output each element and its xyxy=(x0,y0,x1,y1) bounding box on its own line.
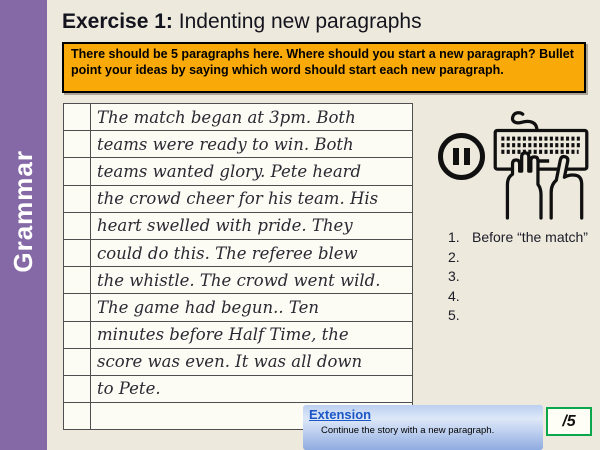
row-margin-cell xyxy=(64,267,91,294)
answer-number: 3. xyxy=(448,268,460,284)
title-text: Indenting new paragraphs xyxy=(172,10,422,33)
answer-item xyxy=(448,287,593,307)
table-row xyxy=(64,348,413,375)
table-row xyxy=(64,239,413,266)
answer-number: 2. xyxy=(448,248,460,265)
instruction-text: There should be 5 paragraphs here. Where should you start a new paragraph? Bullet point your ideas by saying which word should start each new paragraph. xyxy=(71,47,574,77)
row-text-cell: teams were ready to win. Both xyxy=(91,131,413,158)
answer-list xyxy=(448,228,593,326)
table-row xyxy=(64,131,413,158)
row-text-cell: the crowd cheer for his team. His xyxy=(91,185,413,212)
answer-item xyxy=(448,228,593,248)
title-exercise-number: Exercise 1: xyxy=(62,10,173,33)
answer-item xyxy=(448,306,593,326)
row-text-cell: The match began at 3pm. Both xyxy=(91,104,413,131)
answer-number: 1. xyxy=(448,229,460,245)
table-row xyxy=(64,104,413,131)
answer-number: 4. xyxy=(448,287,460,304)
sidebar-grammar-label: Grammar xyxy=(8,149,38,273)
answer-text xyxy=(472,306,593,326)
row-margin-cell xyxy=(64,158,91,185)
row-text-cell: The game had begun.. Ten xyxy=(91,294,413,321)
row-margin-cell xyxy=(64,348,91,375)
score-box xyxy=(546,407,592,436)
table-row xyxy=(64,212,413,239)
row-margin-cell xyxy=(64,403,91,430)
table-row xyxy=(64,321,413,348)
answer-text xyxy=(472,267,593,287)
page-title xyxy=(62,10,422,34)
extension-text: Continue the story with a new paragraph. xyxy=(321,425,495,436)
table-row xyxy=(64,185,413,212)
row-text-cell: could do this. The referee blew xyxy=(91,239,413,266)
row-text-cell: teams wanted glory. Pete heard xyxy=(91,158,413,185)
answer-item xyxy=(448,267,593,287)
row-margin-cell xyxy=(64,375,91,402)
answer-text: Before “the match” xyxy=(472,229,588,245)
pause-icon xyxy=(438,133,485,180)
row-text-cell: score was even. It was all down xyxy=(91,348,413,375)
typing-keyboard-icon xyxy=(490,103,592,225)
score-label: /5 xyxy=(562,412,576,430)
row-margin-cell xyxy=(64,104,91,131)
row-margin-cell xyxy=(64,294,91,321)
row-text-cell: minutes before Half Time, the xyxy=(91,321,413,348)
table-row xyxy=(64,294,413,321)
answer-item xyxy=(448,248,593,268)
extension-box xyxy=(303,405,543,450)
sidebar xyxy=(0,0,47,450)
instruction-box xyxy=(62,42,586,93)
row-text-cell: heart swelled with pride. They xyxy=(91,212,413,239)
row-text-cell: the whistle. The crowd went wild. xyxy=(91,267,413,294)
row-margin-cell xyxy=(64,321,91,348)
row-margin-cell xyxy=(64,185,91,212)
row-margin-cell xyxy=(64,212,91,239)
row-margin-cell xyxy=(64,239,91,266)
table-row xyxy=(64,267,413,294)
extension-link[interactable]: Extension xyxy=(309,407,372,422)
table-row xyxy=(64,158,413,185)
story-table xyxy=(63,103,413,430)
answer-text xyxy=(472,287,593,307)
answer-number: 5. xyxy=(448,307,460,323)
row-text-cell: to Pete. xyxy=(91,375,413,402)
row-margin-cell xyxy=(64,131,91,158)
answer-text xyxy=(472,248,593,268)
table-row xyxy=(64,375,413,402)
